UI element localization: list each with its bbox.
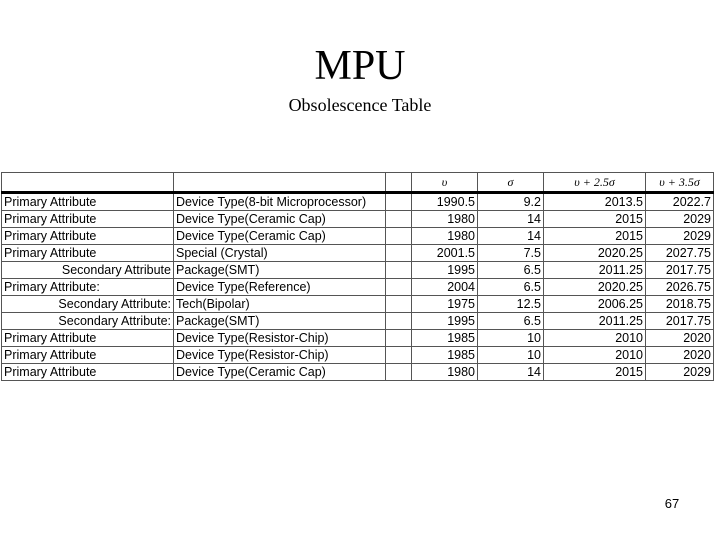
sigma-cell: 14	[478, 211, 544, 228]
header-cell-mean-plus-2-5-sigma: υ + 2.5σ	[544, 173, 646, 193]
attribute-cell: Primary Attribute	[2, 211, 174, 228]
slide-title: MPU	[314, 43, 406, 89]
mean-cell: 1975	[412, 296, 478, 313]
mean-plus-2-5-sigma-cell: 2011.25	[544, 262, 646, 279]
device-type-cell: Device Type(Reference)	[174, 279, 386, 296]
mean-plus-2-5-sigma-cell: 2015	[544, 211, 646, 228]
sigma-cell: 14	[478, 228, 544, 245]
table-row	[2, 193, 714, 211]
blank-cell	[386, 262, 412, 279]
table-row	[2, 279, 714, 296]
header-cell-sigma: σ	[478, 173, 544, 193]
table-row	[2, 228, 714, 245]
table-row	[2, 313, 714, 330]
mean-plus-3-5-sigma-cell: 2017.75	[646, 262, 714, 279]
mean-plus-3-5-sigma-cell: 2018.75	[646, 296, 714, 313]
table-row	[2, 330, 714, 347]
blank-cell	[386, 279, 412, 296]
mean-plus-3-5-sigma-cell: 2022.7	[646, 193, 714, 211]
header-cell-type	[174, 173, 386, 193]
mean-cell: 1995	[412, 262, 478, 279]
mean-plus-2-5-sigma-cell: 2011.25	[544, 313, 646, 330]
obsolescence-table	[1, 172, 714, 381]
mean-plus-3-5-sigma-cell: 2029	[646, 228, 714, 245]
blank-cell	[386, 313, 412, 330]
mean-plus-2-5-sigma-cell: 2015	[544, 364, 646, 381]
mean-plus-3-5-sigma-cell: 2020	[646, 347, 714, 364]
table-row	[2, 296, 714, 313]
device-type-cell: Device Type(Resistor-Chip)	[174, 330, 386, 347]
device-type-cell: Package(SMT)	[174, 313, 386, 330]
blank-cell	[386, 193, 412, 211]
device-type-cell: Device Type(8-bit Microprocessor)	[174, 193, 386, 211]
sigma-cell: 6.5	[478, 262, 544, 279]
attribute-cell: Primary Attribute:	[2, 279, 174, 296]
device-type-cell: Package(SMT)	[174, 262, 386, 279]
blank-cell	[386, 296, 412, 313]
table-row	[2, 245, 714, 262]
mean-plus-2-5-sigma-cell: 2010	[544, 330, 646, 347]
mean-plus-2-5-sigma-cell: 2013.5	[544, 193, 646, 211]
mean-cell: 1985	[412, 330, 478, 347]
mean-plus-3-5-sigma-cell: 2029	[646, 211, 714, 228]
attribute-cell: Primary Attribute	[2, 228, 174, 245]
device-type-cell: Device Type(Ceramic Cap)	[174, 211, 386, 228]
mean-cell: 1980	[412, 211, 478, 228]
mean-plus-2-5-sigma-cell: 2015	[544, 228, 646, 245]
blank-cell	[386, 330, 412, 347]
header-cell-attribute	[2, 173, 174, 193]
device-type-cell: Device Type(Ceramic Cap)	[174, 364, 386, 381]
sigma-cell: 10	[478, 347, 544, 364]
device-type-cell: Special (Crystal)	[174, 245, 386, 262]
blank-cell	[386, 228, 412, 245]
mean-plus-2-5-sigma-cell: 2020.25	[544, 245, 646, 262]
sigma-cell: 6.5	[478, 313, 544, 330]
attribute-cell: Secondary Attribute	[2, 262, 174, 279]
sigma-cell: 6.5	[478, 279, 544, 296]
mean-plus-2-5-sigma-cell: 2020.25	[544, 279, 646, 296]
slide-subtitle: Obsolescence Table	[288, 95, 432, 115]
mean-plus-3-5-sigma-cell: 2017.75	[646, 313, 714, 330]
table-header-row	[2, 173, 714, 193]
mean-cell: 1980	[412, 364, 478, 381]
attribute-cell: Primary Attribute	[2, 364, 174, 381]
attribute-cell: Primary Attribute	[2, 245, 174, 262]
blank-cell	[386, 364, 412, 381]
attribute-cell: Secondary Attribute:	[2, 313, 174, 330]
device-type-cell: Tech(Bipolar)	[174, 296, 386, 313]
sigma-cell: 10	[478, 330, 544, 347]
table-row	[2, 364, 714, 381]
sigma-cell: 14	[478, 364, 544, 381]
sigma-cell: 12.5	[478, 296, 544, 313]
table-row	[2, 262, 714, 279]
header-cell-mean-plus-3-5-sigma: υ + 3.5σ	[646, 173, 714, 193]
blank-cell	[386, 347, 412, 364]
mean-plus-3-5-sigma-cell: 2026.75	[646, 279, 714, 296]
table-row	[2, 347, 714, 364]
blank-cell	[386, 211, 412, 228]
mean-cell: 1995	[412, 313, 478, 330]
mean-cell: 2001.5	[412, 245, 478, 262]
mean-plus-3-5-sigma-cell: 2027.75	[646, 245, 714, 262]
mean-cell: 2004	[412, 279, 478, 296]
mean-plus-3-5-sigma-cell: 2029	[646, 364, 714, 381]
table-row	[2, 211, 714, 228]
mean-plus-3-5-sigma-cell: 2020	[646, 330, 714, 347]
mean-plus-2-5-sigma-cell: 2010	[544, 347, 646, 364]
attribute-cell: Secondary Attribute:	[2, 296, 174, 313]
sigma-cell: 7.5	[478, 245, 544, 262]
mean-cell: 1980	[412, 228, 478, 245]
header-cell-mean: υ	[412, 173, 478, 193]
device-type-cell: Device Type(Resistor-Chip)	[174, 347, 386, 364]
attribute-cell: Primary Attribute	[2, 330, 174, 347]
mean-cell: 1985	[412, 347, 478, 364]
mean-plus-2-5-sigma-cell: 2006.25	[544, 296, 646, 313]
page-number: 67	[664, 496, 680, 511]
blank-cell	[386, 245, 412, 262]
attribute-cell: Primary Attribute	[2, 193, 174, 211]
sigma-cell: 9.2	[478, 193, 544, 211]
header-cell-blank	[386, 173, 412, 193]
device-type-cell: Device Type(Ceramic Cap)	[174, 228, 386, 245]
mean-cell: 1990.5	[412, 193, 478, 211]
attribute-cell: Primary Attribute	[2, 347, 174, 364]
